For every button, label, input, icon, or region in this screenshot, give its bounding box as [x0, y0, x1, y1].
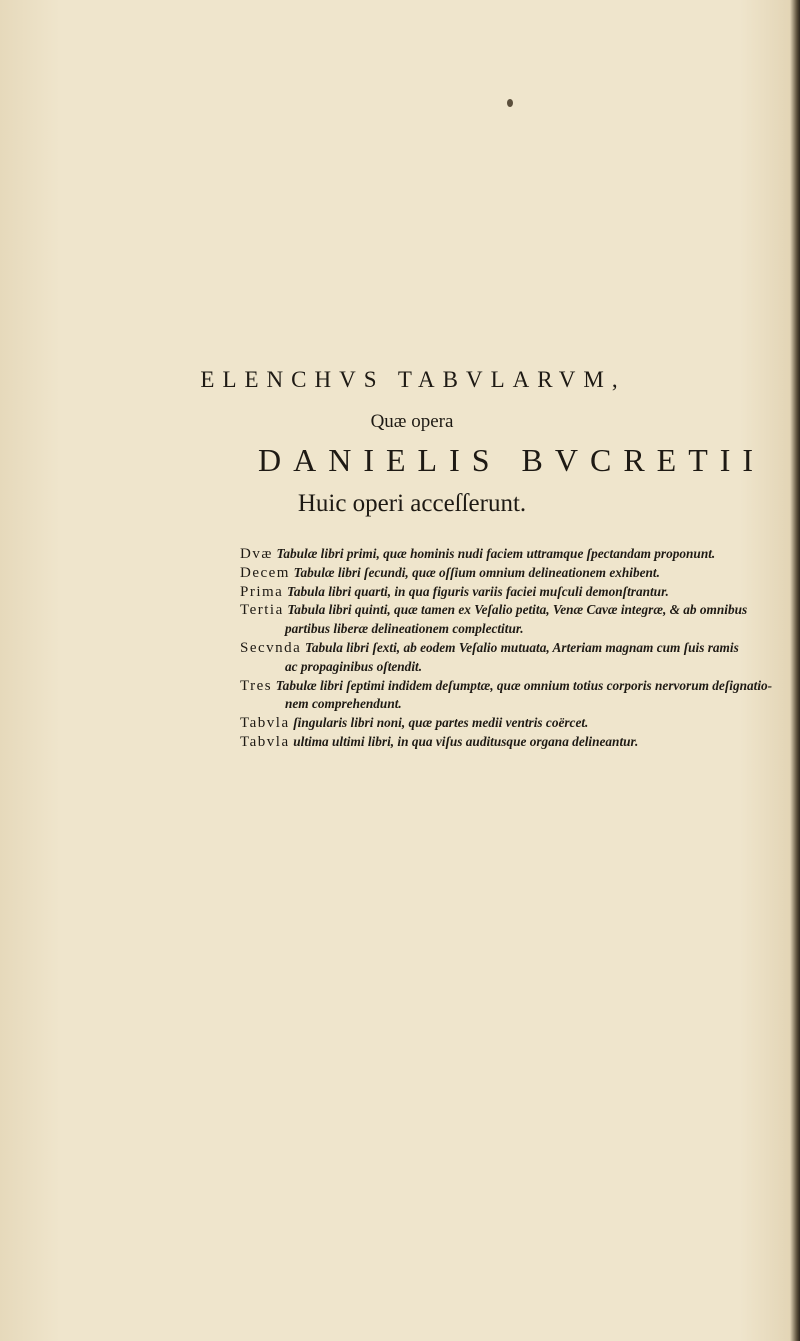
page-subtitle: Quæ opera — [370, 411, 454, 432]
page-title: ELENCHVS TABVLARVM, — [200, 367, 626, 392]
list-item — [240, 714, 792, 733]
author-name: DANIELIS BVCRETII — [258, 442, 766, 478]
entry-lead: Tabvla — [240, 733, 290, 750]
entry-text: Tabulæ libri ſecundi, quæ oſſium omnium delineationem exhibent. — [293, 564, 660, 580]
entry-continuation: ac propaginibus oſtendit. — [285, 658, 423, 674]
list-item — [240, 545, 792, 564]
entry-lead: Tabvla — [240, 715, 290, 732]
entry-text: Tabula libri quarti, in qua figuris variis faciei muſculi demonſtrantur. — [286, 583, 669, 599]
entry-continuation: partibus liberæ delineationem complectitur. — [285, 621, 524, 637]
entry-text: Tabula libri ſexti, ab eodem Veſalio mutuata, Arteriam magnam cum ſuis ramis — [304, 639, 739, 655]
list-item — [240, 583, 792, 602]
entry-list — [240, 545, 792, 752]
list-item — [240, 733, 792, 752]
entry-lead: Decem — [240, 564, 290, 581]
entry-text: ultima ultimi libri, in qua viſus auditusque organa delineantur. — [293, 733, 639, 749]
entry-lead: Tres — [240, 677, 273, 694]
list-item — [240, 639, 792, 677]
entry-text: Tabula libri quinti, quæ tamen ex Veſalio petita, Venæ Cavæ integræ, & ab omnibus — [287, 602, 748, 618]
entry-text: ſingularis libri noni, quæ partes medii ventris coërcet. — [293, 715, 589, 731]
entry-text: Tabulæ libri ſeptimi indidem deſumptæ, quæ omnium totius corporis nervorum deſignatio- — [275, 677, 773, 693]
tagline: Huic operi acceſſerunt. — [297, 490, 527, 517]
list-item — [240, 677, 792, 715]
entry-continuation: nem comprehendunt. — [285, 696, 402, 712]
entry-lead: Dvæ — [240, 546, 273, 562]
entry-lead: Prima — [240, 583, 284, 600]
ink-speck — [507, 99, 513, 107]
entry-text: Tabulæ libri primi, quæ hominis nudi faciem uttramque ſpectandam proponunt. — [276, 546, 716, 561]
list-item — [240, 564, 792, 583]
list-item — [240, 601, 792, 639]
entry-lead: Secvnda — [240, 639, 302, 656]
entry-lead: Tertia — [240, 602, 284, 619]
